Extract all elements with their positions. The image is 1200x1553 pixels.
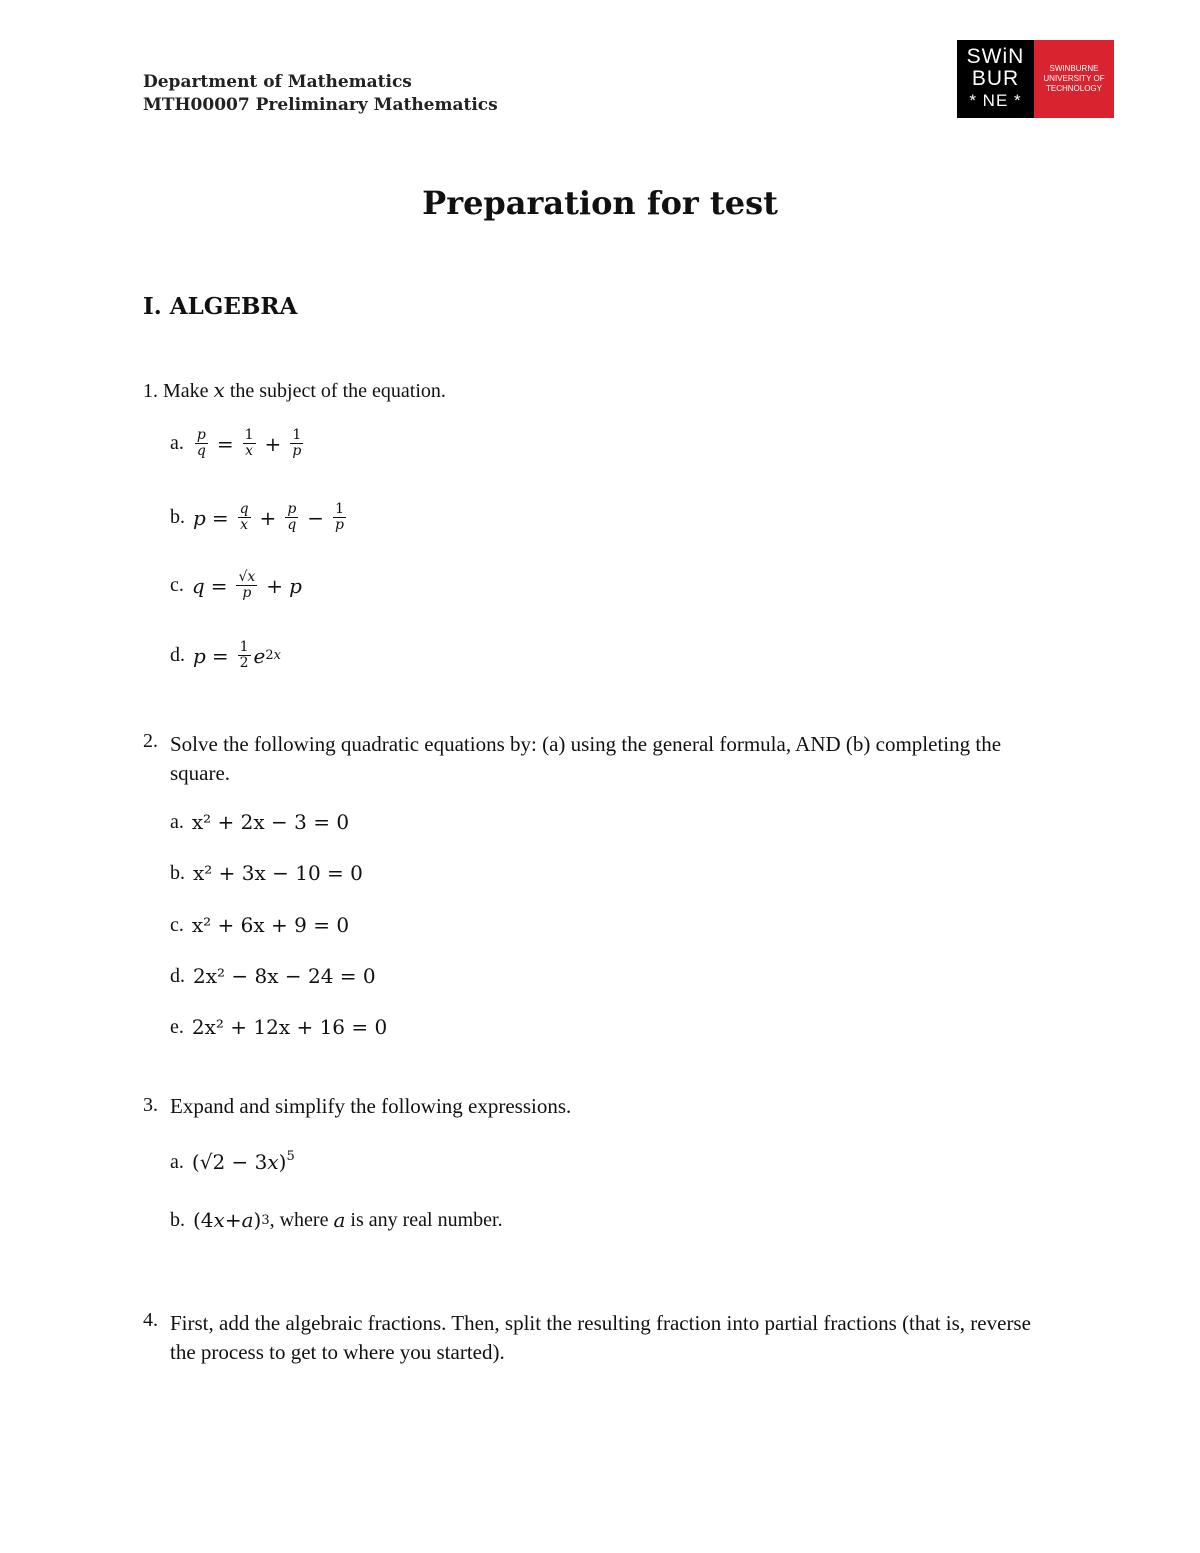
q2-item-d: d. 2x² − 8x − 24 = 0 <box>170 964 376 988</box>
question-1: 1. Make x the subject of the equation. <box>143 378 446 402</box>
q1-item-b: b. p = $\frac{q}{x}$ + $\frac{p}{q}$ − $\frac{1}{p}$ <box>170 501 345 533</box>
q2-item-a: a. x² + 2x − 3 = 0 <box>170 810 350 834</box>
page-title: Preparation for test <box>422 184 778 222</box>
q3-item-a: a. (√2 − 3 x ) $^5$ <box>170 1148 295 1174</box>
question-2-text: Solve the following quadratic equations by: (a) using the general formula, AND (b) completing the square. <box>170 732 1002 785</box>
university-logo <box>957 40 1114 118</box>
q1-item-c: c. q = $\frac{√x}{p}$ + p <box>170 569 302 601</box>
logo-subtitle: SWINBURNE UNIVERSITY OF TECHNOLOGY <box>1034 40 1114 118</box>
course-name: MTH00007 Preliminary Mathematics <box>143 95 498 115</box>
q1-item-d: d. p = $\frac{1}{2}$ e 2x <box>170 639 281 671</box>
question-4-number: 4. <box>143 1309 158 1331</box>
q1-item-a: a. $\frac{p}{q}$ = $\frac{1}{x}$ + $\frac{1}{p}$ <box>170 427 302 459</box>
logo-wordmark: SWiN BUR * NE * <box>957 40 1034 118</box>
question-3-number: 3. <box>143 1094 158 1116</box>
q2-item-e: e. 2x² + 12x + 16 = 0 <box>170 1015 388 1039</box>
question-3-text: Expand and simplify the following expressions. <box>170 1094 572 1118</box>
department-name: Department of Mathematics <box>143 72 412 92</box>
q2-item-b: b. x² + 3x − 10 = 0 <box>170 861 363 885</box>
question-2-number: 2. <box>143 730 158 752</box>
q3-item-b: b. (4 x + a ) 3 , where a is any real number. <box>170 1208 503 1232</box>
q2-item-c: c. x² + 6x + 9 = 0 <box>170 913 350 937</box>
question-4-text: First, add the algebraic fractions. Then, split the resulting fraction into partial fractions (that is, reverse the process to get to where you started). <box>170 1311 1031 1364</box>
section-heading: I. ALGEBRA <box>143 293 298 320</box>
